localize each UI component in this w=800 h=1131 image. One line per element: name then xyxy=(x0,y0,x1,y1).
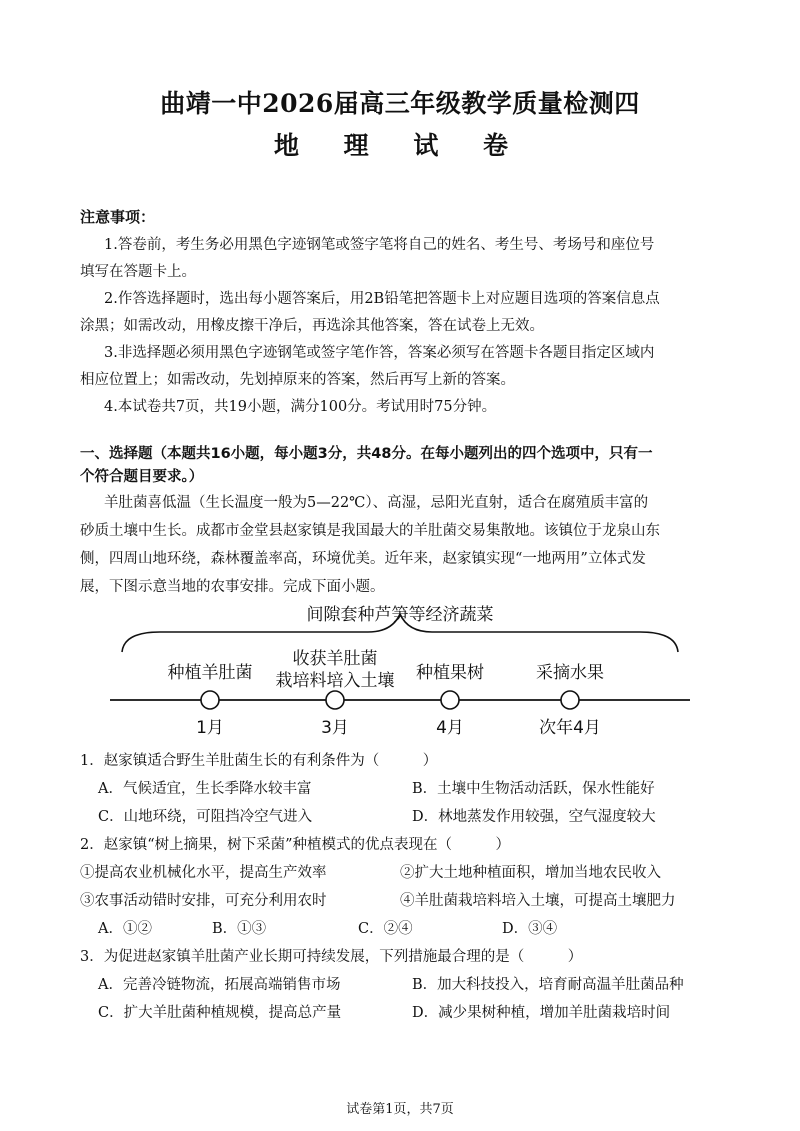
option-c: C．②④ xyxy=(358,921,413,937)
statement-4: ④羊肚菌栽培料培入土壤，可提高土壤肥力 xyxy=(400,893,676,909)
question-stem: 2．赵家镇“树上摘果，树下采菌”种植模式的优点表现在（ ） xyxy=(80,837,511,853)
event-label: 收获羊肚菌 栽培料培入土壤 xyxy=(275,649,395,691)
option-c: C．山地环绕，可阻挡冷空气进入 xyxy=(98,809,313,825)
timeline-node xyxy=(561,691,579,709)
timeline-node xyxy=(441,691,459,709)
event-label: 采摘水果 xyxy=(536,663,604,683)
exam-title: 曲靖一中2026届高三年级教学质量检测四 xyxy=(160,89,640,118)
section-heading: 个符合题目要求。） xyxy=(80,469,204,485)
passage-line: 侧，四周山地环绕，森林覆盖率高，环境优美。近年来，赵家镇实现“一地两用”立体式发 xyxy=(80,551,646,567)
month-label: 次年4月 xyxy=(539,718,601,738)
statement-1: ①提高农业机械化水平，提高生产效率 xyxy=(80,865,327,881)
option-b: B．加大科技投入，培育耐高温羊肚菌品种 xyxy=(412,977,684,993)
passage-line: 展，下图示意当地的农事安排。完成下面小题。 xyxy=(80,579,385,595)
option-d: D．林地蒸发作用较强，空气湿度较大 xyxy=(412,809,656,825)
notice-line: 1.答卷前，考生务必用黑色字迹钢笔或签字笔将自己的姓名、考生号、考场号和座位号 xyxy=(104,237,655,253)
timeline-node xyxy=(201,691,219,709)
notice-line: 4.本试卷共7页，共19小题，满分100分。考试用时75分钟。 xyxy=(104,399,497,415)
notice-line: 3.非选择题必须用黑色字迹钢笔或签字笔作答，答案必须写在答题卡各题目指定区域内 xyxy=(104,345,655,361)
event-label: 种植果树 xyxy=(416,663,484,683)
notice-line: 涂黑；如需改动，用橡皮擦干净后，再选涂其他答案，答在试卷上无效。 xyxy=(80,318,544,334)
notice-line: 2.作答选择题时，选出每小题答案后，用2B铅笔把答题卡上对应题目选项的答案信息点 xyxy=(104,291,660,307)
option-b: B．土壤中生物活动活跃，保水性能好 xyxy=(412,781,655,797)
option-c: C．扩大羊肚菌种植规模，提高总产量 xyxy=(98,1005,342,1021)
option-d: D．③④ xyxy=(502,921,558,937)
section-heading: 一、选择题（本题共16小题，每小题3分，共48分。在每小题列出的四个选项中，只有一 xyxy=(80,446,653,462)
option-d: D．减少果树种植，增加羊肚菌栽培时间 xyxy=(412,1005,671,1021)
notice-line: 填写在答题卡上。 xyxy=(80,264,196,280)
option-a: A．完善冷链物流，拓展高端销售市场 xyxy=(98,977,341,993)
notice-line: 相应位置上；如需改动，先划掉原来的答案，然后再写上新的答案。 xyxy=(80,372,515,388)
question-stem: 1．赵家镇适合野生羊肚菌生长的有利条件为（ ） xyxy=(80,753,438,769)
month-label: 4月 xyxy=(436,718,464,738)
month-label: 3月 xyxy=(321,718,349,738)
timeline-node xyxy=(326,691,344,709)
statement-2: ②扩大土地种植面积，增加当地农民收入 xyxy=(400,865,661,881)
subject-title: 地 理 试 卷 xyxy=(273,131,527,160)
passage-line: 砂质土壤中生长。成都市金堂县赵家镇是我国最大的羊肚菌交易集散地。该镇位于龙泉山东 xyxy=(80,523,660,539)
option-b: B．①③ xyxy=(212,921,267,937)
statement-3: ③农事活动错时安排，可充分利用农时 xyxy=(80,893,327,909)
page-footer: 试卷第1页，共7页 xyxy=(346,1102,454,1117)
passage-line: 羊肚菌喜低温（生长温度一般为5—22℃）、高湿，忌阳光直射，适合在腐殖质丰富的 xyxy=(104,495,649,511)
notice-heading: 注意事项： xyxy=(80,208,156,226)
question-stem: 3．为促进赵家镇羊肚菌产业长期可持续发展，下列措施最合理的是（ ） xyxy=(80,949,583,965)
farming-schedule-diagram xyxy=(100,590,700,750)
month-label: 1月 xyxy=(196,718,224,738)
option-a: A．气候适宜，生长季降水较丰富 xyxy=(98,781,312,797)
event-label: 种植羊肚菌 xyxy=(167,663,253,683)
brace-label: 间隙套种芦笋等经济蔬菜 xyxy=(306,605,494,625)
option-a: A．①② xyxy=(98,921,152,937)
